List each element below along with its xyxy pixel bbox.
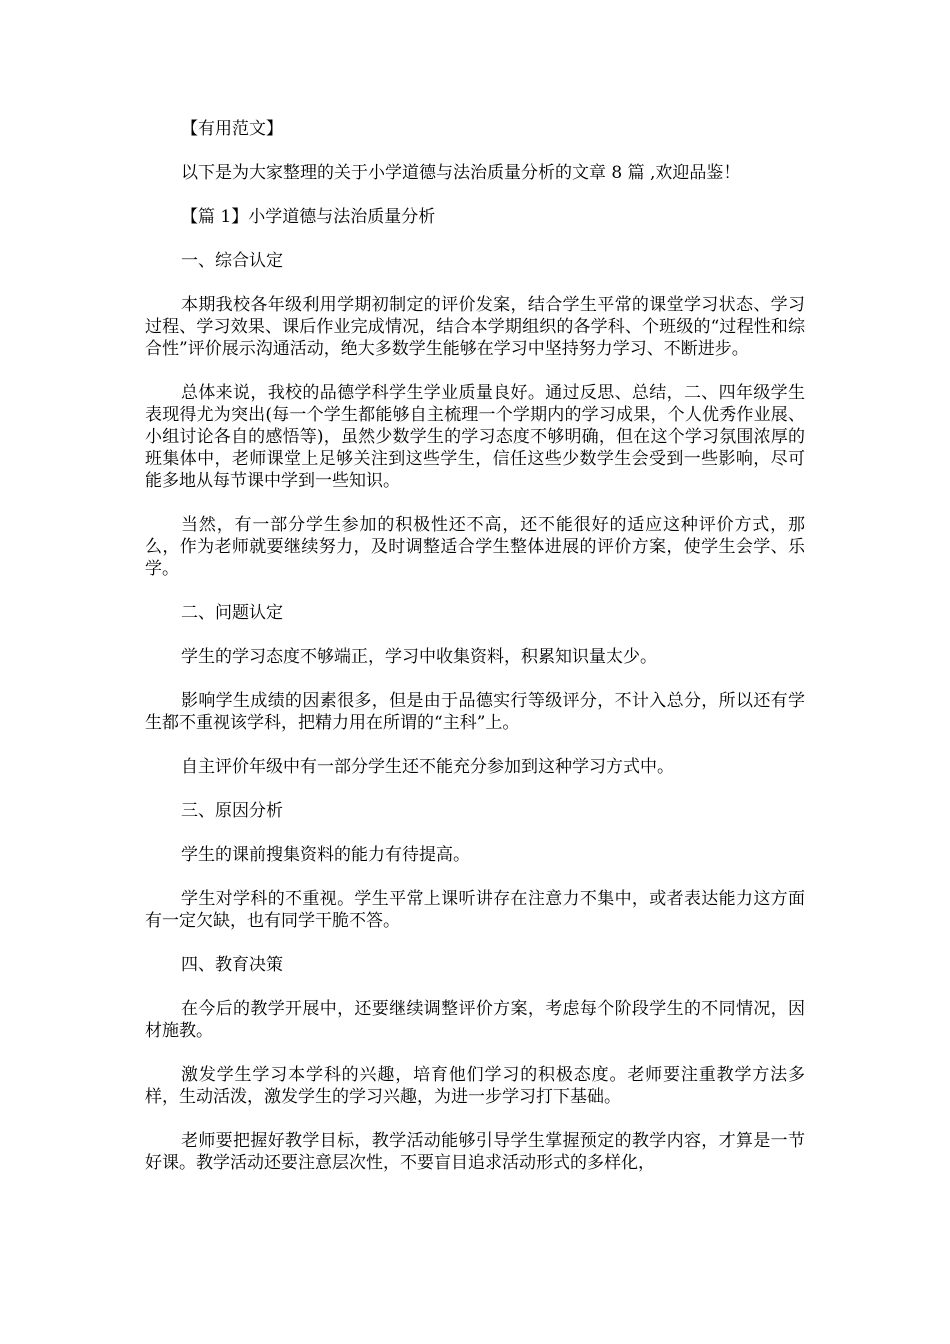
body-paragraph: 本期我校各年级利用学期初制定的评价发案，结合学生平常的课堂学习状态、学习过程、学习效果、课后作业完成情况，结合本学期组织的各学科、个班级的“过程性和综合性”评价展示沟通活动，绝大多数学生能够在学习中坚持努力学习、不断进步。 xyxy=(145,295,805,359)
article-title: 【篇 1】小学道德与法治质量分析 xyxy=(181,207,436,227)
section-heading-1: 一、综合认定 xyxy=(181,251,283,271)
body-paragraph: 学生的学习态度不够端正，学习中收集资料，积累知识量太少。 xyxy=(181,647,657,667)
section-heading-4: 四、教育决策 xyxy=(181,955,283,975)
document-page xyxy=(145,118,805,1196)
section-heading-2: 二、问题认定 xyxy=(181,603,283,623)
body-paragraph: 自主评价年级中有一部分学生还不能充分参加到这种学习方式中。 xyxy=(181,757,674,777)
body-paragraph: 学生的课前搜集资料的能力有待提高。 xyxy=(181,845,470,865)
body-paragraph: 老师要把握好教学目标，教学活动能够引导学生掌握预定的教学内容，才算是一节好课。教学活动还要注意层次性，不要盲目追求活动形式的多样化， xyxy=(145,1131,805,1173)
body-paragraph: 当然，有一部分学生参加的积极性还不高，还不能很好的适应这种评价方式，那么，作为老师就要继续努力，及时调整适合学生整体进展的评价方案，使学生会学、乐学。 xyxy=(145,515,805,579)
body-paragraph: 影响学生成绩的因素很多，但是由于品德实行等级评分，不计入总分，所以还有学生都不重视该学科，把精力用在所谓的“主科”上。 xyxy=(145,691,805,733)
body-paragraph: 学生对学科的不重视。学生平常上课听讲存在注意力不集中，或者表达能力这方面有一定欠缺，也有同学干脆不答。 xyxy=(145,889,805,931)
section-heading-3: 三、原因分析 xyxy=(181,801,283,821)
body-paragraph: 总体来说，我校的品德学科学生学业质量良好。通过反思、总结，二、四年级学生表现得尤为突出(每一个学生都能够自主梳理一个学期内的学习成果，个人优秀作业展、小组讨论各自的感悟等)，虽然少数学生的学习态度不够明确，但在这个学习氛围浓厚的班集体中，老师课堂上足够关注到这些学生，信任这些少数学生会受到一些影响，尽可能多地从每节课中学到一些知识。 xyxy=(145,383,805,491)
header-tag: 【有用范文】 xyxy=(181,119,283,139)
body-paragraph: 在今后的教学开展中，还要继续调整评价方案，考虑每个阶段学生的不同情况，因材施教。 xyxy=(145,999,805,1041)
intro-paragraph: 以下是为大家整理的关于小学道德与法治质量分析的文章 8 篇 ,欢迎品鉴！ xyxy=(181,163,741,183)
body-paragraph: 激发学生学习本学科的兴趣，培育他们学习的积极态度。老师要注重教学方法多样，生动活泼，激发学生的学习兴趣，为进一步学习打下基础。 xyxy=(145,1065,805,1107)
